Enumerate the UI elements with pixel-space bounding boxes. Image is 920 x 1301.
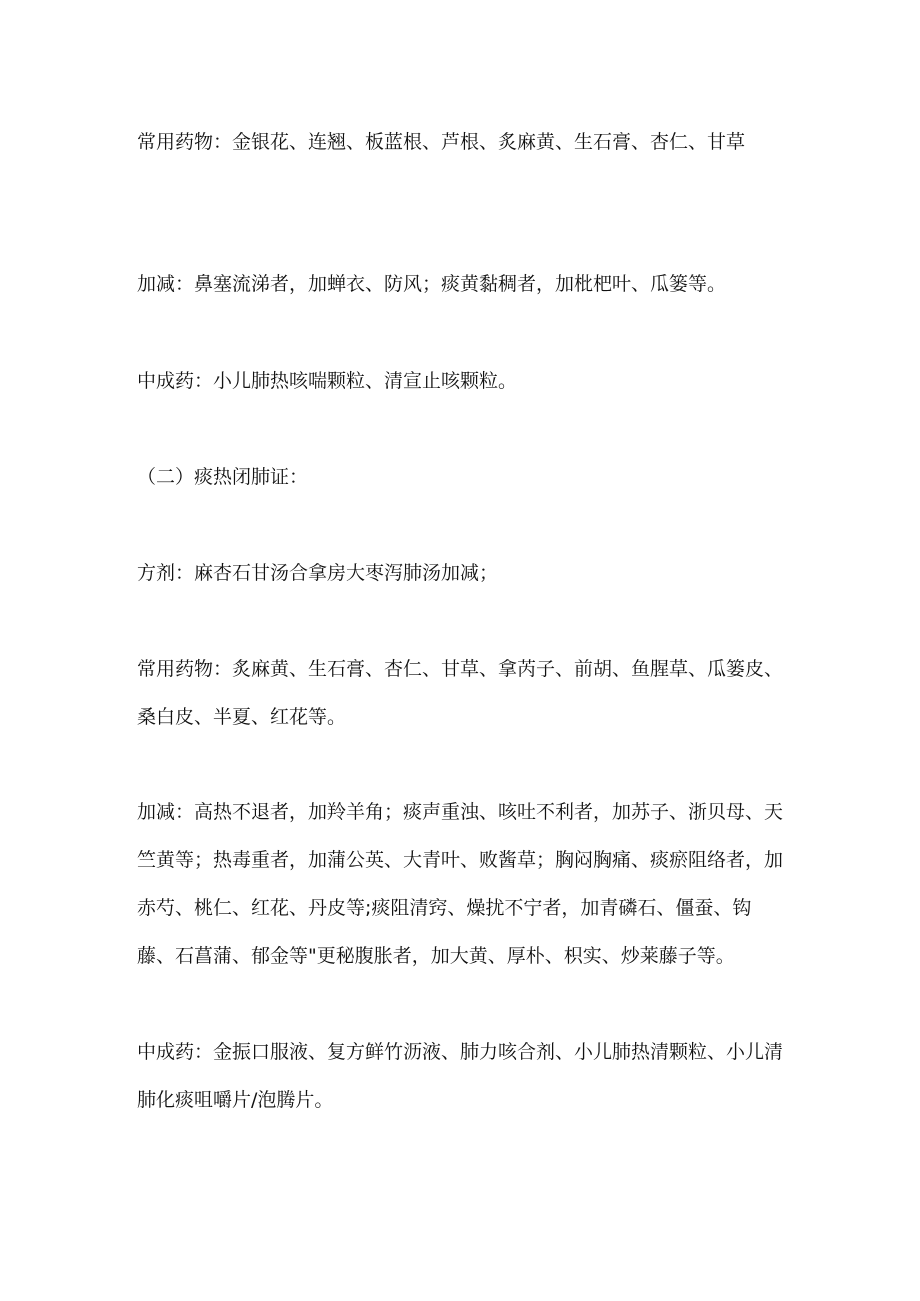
section-heading-phlegm-heat: （二）痰热闭肺证： bbox=[137, 466, 309, 488]
paragraph-common-medicines-2: 常用药物：炙麻黄、生石膏、杏仁、甘草、拿芮子、前胡、鱼腥草、瓜篓皮、桑白皮、半夏、红花等。 bbox=[137, 658, 784, 728]
paragraph-patent-medicines-1: 中成药：小儿肺热咳喘颗粒、清宣止咳颗粒。 bbox=[137, 370, 518, 392]
paragraph-patent-medicines-2: 中成药：金振口服液、复方鲜竹沥液、肺力咳合剂、小儿肺热清颗粒、小儿清肺化痰咀嚼片/泡腾片。 bbox=[137, 1041, 784, 1111]
paragraph-common-medicines-1: 常用药物：金银花、连翘、板蓝根、芦根、炙麻黄、生石膏、杏仁、甘草 bbox=[137, 131, 746, 153]
paragraph-formula: 方剂：麻杏石甘汤合拿房大枣泻肺汤加减； bbox=[137, 562, 499, 584]
paragraph-modifications-1: 加减：鼻塞流涕者，加蝉衣、防风；痰黄黏稠者，加枇杷叶、瓜篓等。 bbox=[137, 273, 727, 295]
paragraph-modifications-2: 加减：高热不退者，加羚羊角；痰声重浊、咳吐不利者，加苏子、浙贝母、天竺黄等；热毒重者，加蒲公英、大青叶、败酱草；胸闷胸痛、痰瘀阻络者，加赤芍、桃仁、红花、丹皮等;痰阻清窍、燥扰不宁者，加青磷石、僵蚕、钩藤、石菖蒲、郁金等"更秘腹胀者，加大黄、厚朴、枳实、炒莱藤子等。 bbox=[137, 801, 784, 967]
